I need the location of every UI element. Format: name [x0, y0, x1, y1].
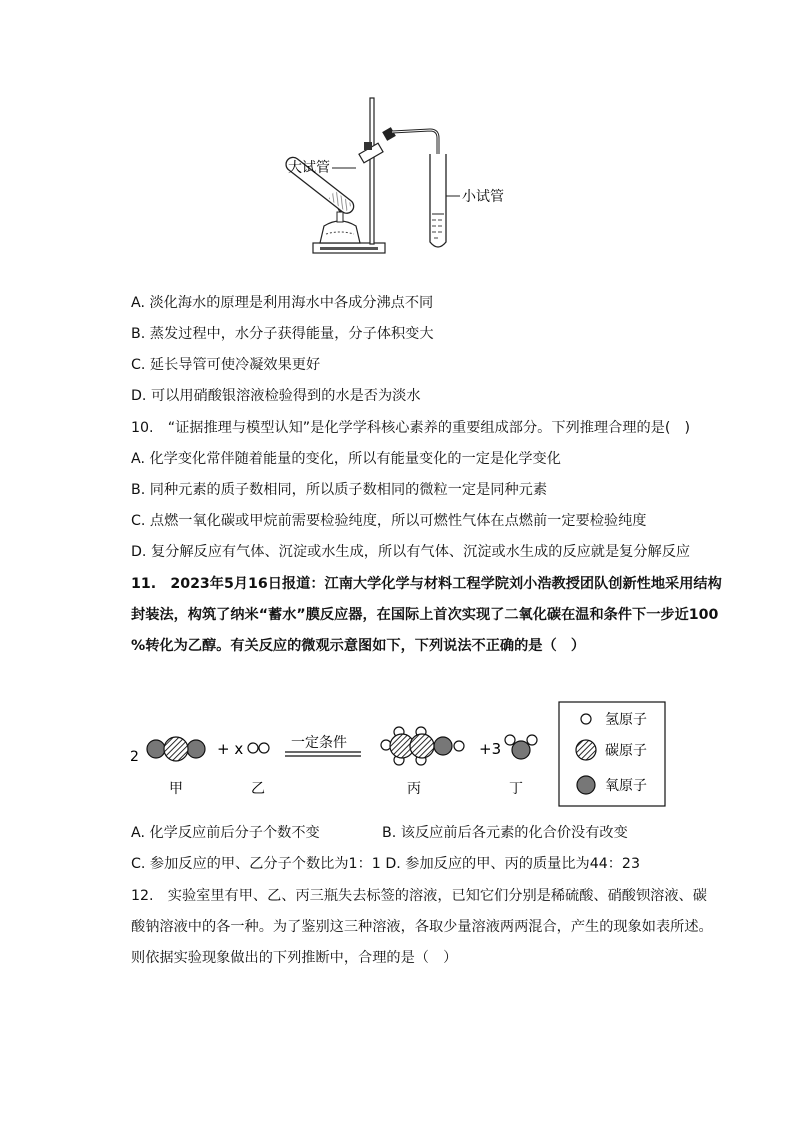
q9-option-d: D. 可以用硝酸银溶液检验得到的水是否为淡水 [131, 388, 421, 404]
q11-option-a: A. 化学反应前后分子个数不变 [131, 825, 320, 841]
legend-carbon: 碳原子 [605, 743, 647, 759]
q10-option-a: A. 化学变化常伴随着能量的变化，所以有能量变化的一定是化学变化 [131, 451, 561, 467]
reaction-microscopic-diagram [125, 700, 675, 812]
q10-stem: 10. “证据推理与模型认知”是化学学科核心素养的重要组成部分。下列推理合理的是( ) [131, 420, 691, 436]
q11-stem-line-2: 封装法，构筑了纳米“蓄水”膜反应器，在国际上首次实现了二氧化碳在温和条件下一步近100 [131, 607, 719, 623]
legend-oxygen: 氧原子 [605, 778, 647, 794]
molecule-jia [147, 737, 205, 761]
q10-option-c: C. 点燃一氧化碳或甲烷前需要检验纯度，所以可燃性气体在点燃前一定要检验纯度 [131, 513, 647, 529]
molecule-bing [381, 727, 464, 765]
molecule-ding [505, 735, 537, 759]
q10-option-d: D. 复分解反应有气体、沉淀或水生成，所以有气体、沉淀或水生成的反应就是复分解反应 [131, 544, 691, 560]
q9-option-a: A. 淡化海水的原理是利用海水中各成分沸点不同 [131, 295, 434, 311]
q11-option-c: C. 参加反应的甲、乙分子个数比为1：1 [131, 856, 381, 872]
q11-stem-line-3: %转化为乙醇。有关反应的微观示意图如下，下列说法不正确的是（ ） [131, 638, 586, 654]
reaction-condition: 一定条件 [291, 735, 347, 751]
q11-option-d: D. 参加反应的甲、丙的质量比为44：23 [385, 856, 640, 872]
distillation-apparatus-figure [280, 94, 520, 260]
name-ding: 丁 [509, 781, 523, 797]
name-bing: 丙 [407, 781, 421, 797]
q12-stem-line-2: 酸钠溶液中的各一种。为了鉴别这三种溶液，各取少量溶液两两混合，产生的现象如表所述。 [131, 919, 713, 935]
q10-option-b: B. 同种元素的质子数相同，所以质子数相同的微粒一定是同种元素 [131, 482, 548, 498]
q12-stem-line-3: 则依据实验现象做出的下列推断中，合理的是（ ） [131, 950, 458, 966]
coef-jia: 2 [130, 749, 139, 765]
label-small-test-tube: 小试管 [462, 189, 504, 205]
q9-option-b: B. 蒸发过程中，水分子获得能量，分子体积变大 [131, 326, 434, 342]
q11-stem-line-1: 11. 2023年5月16日报道：江南大学化学与材料工程学院刘小浩教授团队创新性地采用结构 [131, 576, 722, 592]
molecule-yi [248, 743, 269, 753]
q12-stem-line-1: 12. 实验室里有甲、乙、丙三瓶失去标签的溶液，已知它们分别是稀硫酸、硝酸钡溶液、碳 [131, 888, 707, 904]
label-large-test-tube: 大试管 [288, 160, 330, 176]
q11-option-b: B. 该反应前后各元素的化合价没有改变 [382, 825, 628, 841]
legend-hydrogen: 氢原子 [605, 712, 647, 728]
name-yi: 乙 [251, 781, 265, 797]
plus-3: +3 [479, 740, 502, 758]
q9-option-c: C. 延长导管可使冷凝效果更好 [131, 357, 321, 373]
name-jia: 甲 [169, 781, 183, 797]
plus-x: + x [217, 740, 244, 758]
q11-option-cd-row [131, 854, 640, 874]
